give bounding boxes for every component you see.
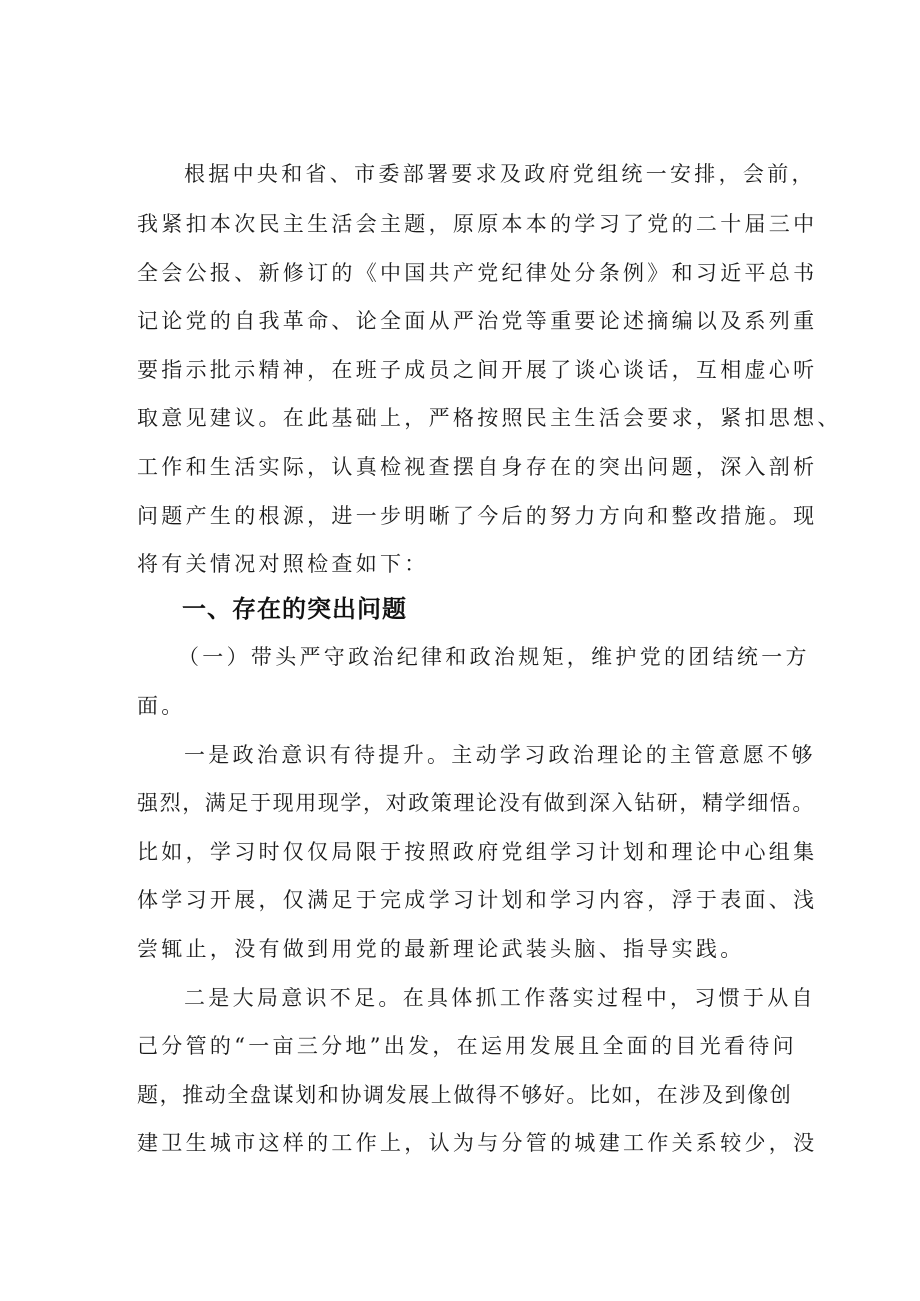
subsection-heading-line-2: 面。	[137, 694, 186, 718]
paragraph-one-line-4: 体学习开展，仅满足于完成学习计划和学习内容，浮于表面、浅	[137, 888, 818, 912]
intro-line-9: 将有关情况对照检查如下：	[137, 552, 429, 576]
intro-line-1: 根据中央和省、市委部署要求及政府党组统一安排，会前，	[184, 162, 816, 186]
paragraph-one-line-3: 比如，学习时仅仅局限于按照政府党组学习计划和理论中心组集	[137, 840, 818, 864]
intro-line-7: 工作和生活实际，认真检视查摆自身存在的突出问题，深入剖析	[137, 455, 818, 479]
paragraph-one-line-1: 一是政治意识有待提升。主动学习政治理论的主管意愿不够	[184, 743, 816, 767]
intro-line-6: 取意见建议。在此基础上，严格按照民主生活会要求，紧扣思想、	[137, 406, 842, 430]
section-heading: 一、存在的突出问题	[182, 595, 407, 623]
paragraph-one-line-5: 尝辄止，没有做到用党的最新理论武装头脑、指导实践。	[137, 937, 745, 961]
paragraph-two-line-2: 己分管的“一亩三分地”出发，在运用发展且全面的目光看待问	[137, 1034, 797, 1058]
intro-line-2: 我紧扣本次民主生活会主题，原原本本的学习了党的二十届三中	[137, 212, 818, 236]
paragraph-one-line-2: 强烈，满足于现用现学，对政策理论没有做到深入钻研，精学细悟。	[137, 791, 815, 815]
intro-line-3: 全会公报、新修订的《中国共产党纪律处分条例》和习近平总书	[137, 261, 818, 285]
intro-line-5: 要指示批示精神，在班子成员之间开展了谈心谈话，互相虚心听	[137, 358, 818, 382]
subsection-heading-line-1: （一）带头严守政治纪律和政治规矩，维护党的团结统一方	[178, 645, 810, 669]
paragraph-two-line-4: 建卫生城市这样的工作上，认为与分管的城建工作关系较少，没	[137, 1131, 818, 1155]
intro-line-4: 记论党的自我革命、论全面从严治党等重要论述摘编以及系列重	[137, 309, 818, 333]
paragraph-two-line-1: 二是大局意识不足。在具体抓工作落实过程中，习惯于从自	[184, 986, 816, 1010]
paragraph-two-line-3: 题，推动全盘谋划和协调发展上做得不够好。比如，在涉及到像创	[137, 1083, 793, 1107]
intro-line-8: 问题产生的根源，进一步明晰了今后的努力方向和整改措施。现	[137, 504, 818, 528]
